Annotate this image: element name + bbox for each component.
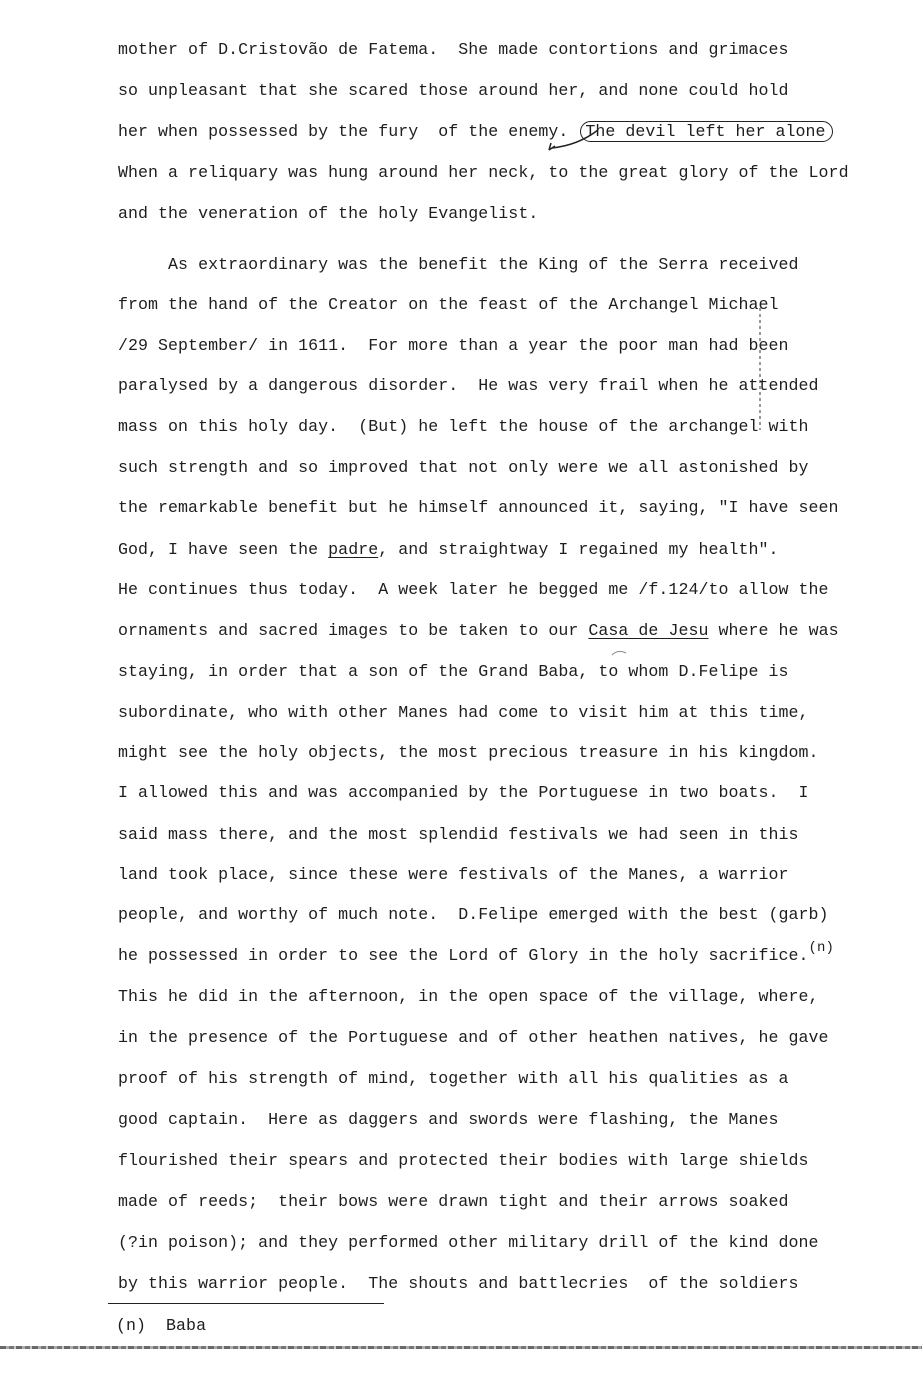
text-line-13-start: God, I have seen the: [118, 540, 329, 559]
text-line-23-main: he possessed in order to see the Lord of Glory in the holy sacrifice.: [118, 946, 809, 965]
text-line-15-end: where he was: [708, 621, 839, 640]
underlined-casa-de-jesu: Casa de Jesu: [588, 621, 709, 640]
text-line-4: When a reliquary was hung around her neck, to the great glory of the Lord: [118, 163, 849, 182]
text-line-15-start: ornaments and sacred images to be taken to our: [118, 621, 589, 640]
text-line-17: subordinate, who with other Manes had come to visit him at this time,: [118, 703, 809, 722]
text-line-11: such strength and so improved that not only were we all astonished by: [118, 458, 809, 477]
text-line-6: As extraordinary was the benefit the King of the Serra received: [118, 255, 799, 274]
text-line-25: in the presence of the Portuguese and of other heathen natives, he gave: [118, 1028, 829, 1047]
insertion-arrow-mark: [549, 143, 555, 150]
text-line-3-main: her when possessed by the fury of the enemy.: [118, 122, 579, 141]
text-line-29: made of reeds; their bows were drawn tight and their arrows soaked: [118, 1192, 789, 1211]
text-line-20: said mass there, and the most splendid festivals we had seen in this: [118, 825, 799, 844]
text-line-21: land took place, since these were festivals of the Manes, a warrior: [118, 865, 789, 884]
text-line-14: He continues thus today. A week later he begged me /f.124/to allow the: [118, 580, 829, 599]
footnote-marker: (n): [808, 940, 834, 956]
text-line-27: good captain. Here as daggers and swords were flashing, the Manes: [118, 1110, 779, 1129]
text-line-26: proof of his strength of mind, together with all his qualities as a: [118, 1069, 789, 1088]
footnote: (n) Baba: [116, 1316, 207, 1335]
text-line-1: mother of D.Cristovão de Fatema. She made contortions and grimaces: [118, 40, 789, 59]
text-line-24: This he did in the afternoon, in the open space of the village, where,: [118, 987, 819, 1006]
text-line-5: and the veneration of the holy Evangelist.: [118, 204, 539, 223]
text-line-2: so unpleasant that she scared those around her, and none could hold: [118, 81, 789, 100]
underlined-padre: padre: [328, 540, 379, 559]
scan-edge: [0, 1346, 922, 1349]
text-line-30: (?in poison); and they performed other military drill of the kind done: [118, 1233, 819, 1252]
text-line-7: from the hand of the Creator on the feast of the Archangel Michael: [118, 295, 779, 314]
text-line-8: /29 September/ in 1611. For more than a year the poor man had been: [118, 336, 789, 355]
text-line-12: the remarkable benefit but he himself announced it, saying, "I have seen: [118, 498, 839, 517]
text-line-13-end: , and straightway I regained my health".: [378, 540, 779, 559]
text-line-9: paralysed by a dangerous disorder. He was very frail when he attended: [118, 376, 819, 395]
faint-pencil-mark: [612, 651, 626, 655]
insertion-caret-mark: [552, 130, 598, 148]
text-line-16: staying, in order that a son of the Grand Baba, to whom D.Felipe is: [118, 662, 789, 681]
text-line-10: mass on this holy day. (But) he left the house of the archangel with: [118, 417, 809, 436]
circled-insertion: The devil left her alone: [580, 121, 832, 142]
text-line-31: by this warrior people. The shouts and battlecries of the soldiers: [118, 1274, 799, 1293]
text-line-18: might see the holy objects, the most precious treasure in his kingdom.: [118, 743, 819, 762]
text-line-19: I allowed this and was accompanied by the Portuguese in two boats. I: [118, 783, 809, 802]
text-line-28: flourished their spears and protected their bodies with large shields: [118, 1151, 809, 1170]
text-line-22: people, and worthy of much note. D.Felipe emerged with the best (garb): [118, 905, 829, 924]
